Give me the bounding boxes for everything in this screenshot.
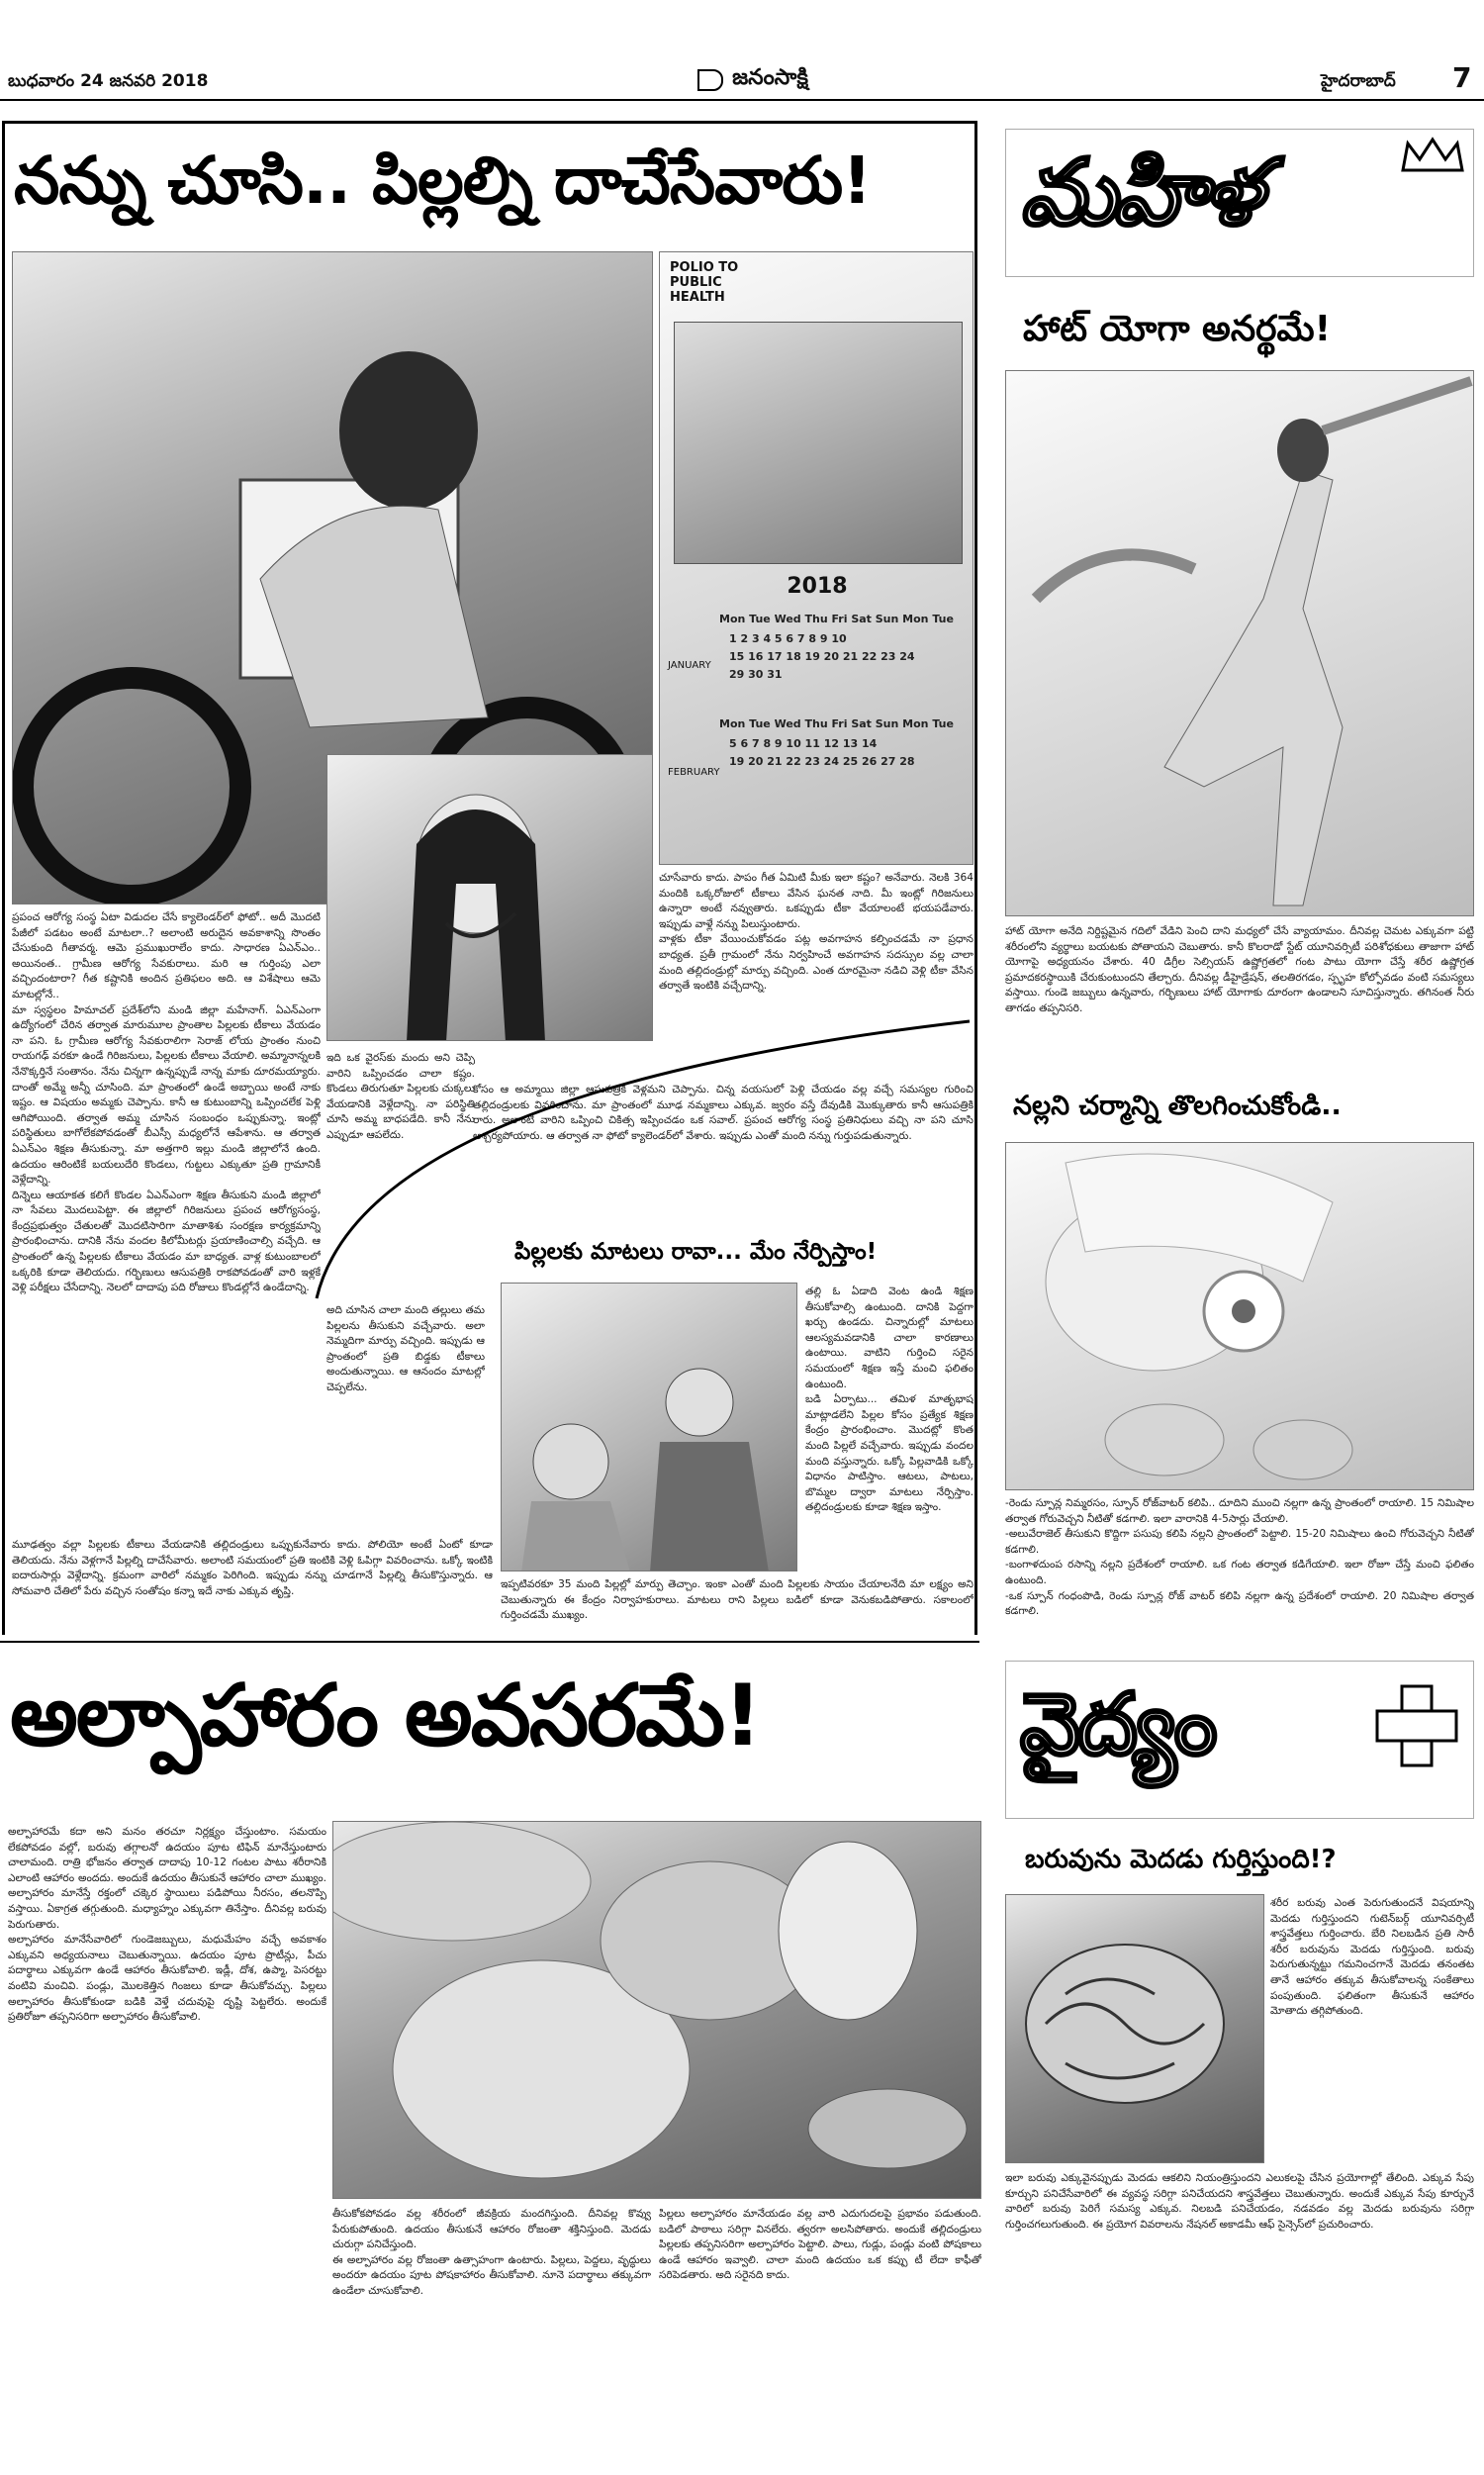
masthead-date: బుధవారం 24 జనవరి 2018 [8, 71, 209, 91]
vaidyam-headline: బరువును మెదడు గుర్తిస్తుంది!? [1025, 1845, 1337, 1874]
page-number: 7 [1452, 61, 1472, 94]
mahila-story2-text: -రెండు స్పూన్ల నిమ్మరసం, స్పూన్ రోజ్‌వాటర్ కలిపి.. దూదిని ముంచి నల్లగా ఉన్న ప్రాంతంలో రాయాలి. 15 నిమిషాల తర్వాత గోరువెచ్చని నీటితో కడగాలి. ఇలా వారానికి 4-5సార్లు చేయాలి. -అలువేరాజెల్ తీసుకుని కొద్దిగా పసుపు కలిపి నల్లని ప్రాంతంలో పెట్టాలి. 15-20 నిమిషాలు ఉంచి గోరువెచ్చని నీటితో కడగాలి. -బంగాళదుంప రసాన్ని నల్లని ప్రదేశంలో రాయాలి. ఒక గంట తర్వాత కడిగేయాలి. ఇలా రోజూ చేస్తే మంచి ఫలితం ఉంటుంది. -ఒక స్పూన్ గంధంపొడి, రెండు స్పూన్ల రోజ్ వాటర్ కలిపి నల్లగా ఉన్న ప్రదేశంలో రాయాలి. 20 నిమిషాల తర్వాత కడగాలి. [1005, 1497, 1474, 1618]
breakfast-col1: అల్పాహారమే కదా అని మనం తరచూ నిర్లక్ష్యం చేస్తుంటాం. సమయం లేకపోవడం వల్లో, బరువు తగ్గాలనో ఉదయం పూట టిఫిన్ మానేస్తుంటారు చాలామంది. రాత్రి భోజనం తర్వాత దాదాపు 10-12 గంటల పాటు శరీరానికి ఎలాంటి ఆహారం అందదు. అందుకే ఉదయం తీసుకునే ఆహారం చాలా ముఖ్యం. అల్పాహారం మానేస్తే రక్తంలో చక్కెర స్థాయిలు పడిపోయి నీరసం, తలనొప్పి వస్తాయి. ఏకాగ్రత తగ్గుతుంది. మధ్యాహ్నం ఎక్కువగా తినేస్తాం. దీనివల్ల బరువు పెరుగుతారు. అల్పాహారం మానేసేవారిలో గుండెజబ్బులు, మధుమేహం వచ్చే అవకాశం ఎక్కువని అధ్యయనాలు చెబుతున్నాయి. ఉదయం పూట ప్రొటీన్లు, పీచు పదార్థాలు ఎక్కువగా ఉండే ఆహారం తీసుకోవాలి. ఇడ్లీ, దోశ, ఉప్మా, పెసరట్టు వంటివి మంచివి. పండ్లు, మొలకెత్తిన గింజలు కూడా తీసుకోవచ్చు. పిల్లలు అల్పాహారం తీసుకోకుండా బడికి వెళ్తే చదువుపై దృష్టి పెట్టలేరు. అందుకే ప్రతిరోజూ తప్పనిసరిగా అల్పాహారం తీసుకోవాలి. [8, 1826, 326, 2024]
vaidyam-logo-box [1005, 1661, 1474, 1819]
lead-body-col2-tail: కోసం ఆ అమ్మాయి జిల్లా ఆసుపత్రికి వెళ్లమని చెప్పాను. చిన్న వయసులో పెళ్లి చేయడం వల్ల వచ్చే సమస్యల గురించి తల్లిదండ్రులకు వివరించాను. మా ప్రాంతంలో మూఢ నమ్మకాలు ఎక్కువ. జ్వరం వస్తే దేవుడికి మొక్కుతారు కానీ ఆసుపత్రికి రారు. అలాంటి వారిని ఒప్పించి చికిత్స ఇప్పించడం ఒక సవాల్. ప్రపంచ ఆరోగ్య సంస్థ ప్రతినిధులు వచ్చి నా పని చూసి ఆశ్చర్యపోయారు. ఆ తర్వాత నా ఫోటో క్యాలెండర్‌లో వేశారు. ఇప్పుడు ఎంతో మంది నన్ను గుర్తుపడుతున్నారు. [473, 1084, 974, 1142]
mahila-logo-box [1005, 129, 1474, 277]
breakfast-headline: అల్పాహారం అవసరమే! [10, 1666, 761, 1765]
svg-text:Mon Tue Wed Thu Fri Sat Sun Mo: Mon Tue Wed Thu Fri Sat Sun Mon Tue [719, 717, 954, 730]
photo-skin-care [1005, 1142, 1474, 1490]
idli-illustration [333, 1822, 981, 2199]
svg-text:Mon Tue Wed Thu Fri Sat Sun Mo: Mon Tue Wed Thu Fri Sat Sun Mon Tue [719, 613, 954, 625]
vaidyam-col2: ఇలా బరువు ఎక్కువైనప్పుడు మెదడు ఆకలిని నియంత్రిస్తుందని ఎలుకలపై చేసిన ప్రయోగాల్లో తేలింది. ఎక్కువ సేపు కూర్చుని పనిచేసేవారిలో ఈ వ్యవస్థ సరిగ్గా పనిచేయదని శాస్త్రవేత్తలు చెబుతున్నారు. అందుకే ఎక్కువ సేపు కూర్చునే వారిలో బరువు పెరిగే సమస్య ఎక్కువ. నిలబడి పనిచేయడం, నడవడం వల్ల మెదడు బరువును సరిగ్గా గుర్తించగలుగుతుంది. ఈ ప్రయోగ వివరాలను నేషనల్ అకాడమీ ఆఫ్ సైన్సెస్‌లో ప్రచురించారు. [1005, 2172, 1474, 2231]
calendar-grid [670, 609, 967, 856]
lead-body-col1: ప్రపంచ ఆరోగ్య సంస్థ ఏటా విడుదల చేసే క్యాలెండర్‌లో ఫోటో.. అదీ మొదటి పేజీలో పడటం అంటే మాటలా..? అలాంటి అరుదైన అవకాశాన్ని సొంతం చేసుకుంది గీతావర్మ. ఆమె ప్రముఖురాలేం కాదు. సాధారణ ఏఎన్‌ఎం.. అయినంత.. గ్రామీణ ఆరోగ్య సేవకురాలు. మరి ఆ గుర్తింపు ఎలా వచ్చిందంటారా? గీత కష్టానికి అందిన ప్రతిఫలం అది. ఆ విశేషాలు ఆమె మాటల్లోనే.. మా స్వస్థలం హిమాచల్ ప్రదేశ్‌లోని మండి జిల్లా మహేనాగ్. ఏఎన్‌ఎంగా ఉద్యోగంలో చేరిన తర్వాత మారుమూల ప్రాంతాల పిల్లలకు టీకాలు వేయడం నా పని. ఓ గ్రామీణ ఆరోగ్య సేవకురాలిగా సెరాజ్ లోయ ప్రాంతం నుంచి రాయగఢ్ వరకూ ఉండే గిరిజనులు, పిల్లలకు టీకాలు వేయాలి. అమ్మానాన్నలకి నేనొక్కర్తినే సంతానం. నేను చిన్నగా ఉన్నప్పుడే నాన్న మాకు దూరమయ్యారు. దాంతో అమ్మే అన్నీ చూసింది. మా ప్రాంతంలో ఉండే అబ్బాయి అంటే నాకు ఇష్టం. ఆ విషయం అమ్మకు చెప్పాను. కానీ ఆ కుటుంబాన్ని ఒప్పించలేక పెళ్లి ఆగిపోయింది. తర్వాత అమ్మ చూసిన సంబంధం ఒప్పుకున్నా. ఇంట్లో పరిస్థితులు బాగోలేకపోవడంతో బీఎస్సీ మధ్యలోనే ఆపేశాను. ఆ తర్వాత ఏఎన్‌ఎం శిక్షణ తీసుకున్నా. మా అత్తగారి ఇల్లు మండి జిల్లాలోనే ఉంది. ఉదయం ఆరింటికే బయలుదేరి కొండలు, గుట్టలు ఎక్కుతూ ప్రతి గ్రామానికీ వెళ్లేదాన్ని. దిన్నెలు ఆయాకత కలిగే కొండల ఏఎన్‌ఎంగా శిక్షణ తీసుకుని మండి జిల్లాలో నా సేవలు మొదలుపెట్టా. ఈ జిల్లాలో గిరిజనులు ప్రపంచ ఆరోగ్యసంస్థ, కేంద్రప్రభుత్వం చేతులతో మొదటిసారిగా మాతాశిశు సంరక్షణ కార్యక్రమాన్ని ప్రారంభించాను. దానికి నేను వందల కిలోమీటర్లు ప్రయాణించాల్సి వచ్చేది. ఆ ప్రాంతంలో ఉన్న పిల్లలకు టీకాలు వేయడం మా బాధ్యత. వాళ్ల కుటుంబాలలో ఒక్కరికి కూడా తెలియదు. గర్భిణులు ఆసుపత్రికి రాకపోవడంతో వారి ఇళ్లకే వెళ్లి పరీక్షలు చేసేదాన్ని. నెలలో దాదాపు పది రోజులు కొండల్లోనే ఉండేదాన్ని. [12, 911, 321, 1294]
vaidyam-logo-text: వైద్యం [1020, 1675, 1215, 1774]
yoga-illustration [1006, 371, 1474, 916]
therapy-illustration [502, 1284, 797, 1571]
photo-yoga [1005, 370, 1474, 916]
svg-text:5 6 7 8 9 10 11 12 13 14: 5 6 7 8 9 10 11 12 13 14 [729, 737, 878, 750]
paper-logo [697, 65, 808, 97]
breakfast-story [0, 1647, 989, 2468]
skincare-illustration [1006, 1143, 1474, 1490]
masthead [0, 0, 1484, 103]
calendar-caption: POLIO TO PUBLIC HEALTH [670, 260, 739, 305]
vaidyam-col1: శరీర బరువు ఎంత పెరుగుతుందనే విషయాన్ని మెదడు గుర్తిస్తుందని గుటెన్‌బర్గ్ యూనివర్సిటీ శాస్త్రవేత్తలు గుర్తించారు. బేరి నిలబడిన ప్రతి సారీ శరీర బరువును మెదడు గుర్తిస్తుంది. బరువు పెరుగుతున్నట్టు గమనించగానే మెదడు తనంతట తానే ఆహారం తక్కువ తీసుకోవాలన్న సంకేతాలు పంపుతుంది. ఫలితంగా తీసుకునే ఆహారం మోతాదు తగ్గిపోతుంది. [1270, 1897, 1474, 2018]
lead-bottom-text: మూఢత్వం వల్లా పిల్లలకు టీకాలు వేయడానికి తల్లిదండ్రులు ఒప్పుకునేవారు కాదు. పోలియో అంటే ఏంటో కూడా తెలియదు. నేను వెళ్లగానే పిల్లల్ని దాచేసేవారు. అలాంటి సమయంలో ప్రతి ఇంటికి వెళ్లి ఓపిగ్గా వివరించాను. ఒక్కో ఇంటికి ఐదారుసార్లు వెళ్లేదాన్ని. క్రమంగా వారిలో నమ్మకం పెరిగింది. ఇప్పుడు నన్ను చూడగానే పిల్లల్ని తీసుకొస్తున్నారు. ఆ సోమవారి చేతిలో పేరు వచ్చిన సంతోషం కన్నా ఇదే నాకు ఎక్కువ తృప్తి. [12, 1539, 493, 1597]
svg-text:1 2 3 4 5 6 7 8 9 10: 1 2 3 4 5 6 7 8 9 10 [729, 632, 847, 645]
portrait-illustration [327, 755, 653, 1041]
svg-text:15 16 17 18 19 20 21 22 23 24: 15 16 17 18 19 20 21 22 23 24 [729, 650, 915, 663]
medical-cross-icon [1372, 1681, 1461, 1770]
paper-logo-icon [697, 69, 723, 91]
masthead-city: హైదరాబాద్ [1321, 71, 1396, 91]
vaidyam-section [999, 1647, 1479, 2468]
sub-story-text: తల్లి ఓ ఏడాది వెంట ఉండి శిక్షణ తీసుకోవాల్సి ఉంటుంది. దానికి పెద్దగా ఖర్చు ఉండదు. చిన్నారుల్లో మాటలు ఆలస్యమవడానికి చాలా కారణాలు ఉంటాయి. వాటిని గుర్తించి సరైన సమయంలో శిక్షణ ఇస్తే మంచి ఫలితం ఉంటుంది. బడి ఏర్పాటు... తమిళ మాతృభాష మాట్లాడలేని పిల్లల కోసం ప్రత్యేక శిక్షణ కేంద్రం ప్రారంభించాం. మొదట్లో కొంత మంది పిల్లలే వచ్చేవారు. ఇప్పుడు వందల మంది వస్తున్నారు. ఒక్కో పిల్లవాడికి ఒక్కో విధానం పాటిస్తాం. ఆటలు, పాటలు, బొమ్మల ద్వారా మాటలు నేర్పిస్తాం. తల్లిదండ్రులకు కూడా శిక్షణ ఇస్తాం. [805, 1285, 974, 1514]
calendar-year: 2018 [787, 574, 848, 599]
lead-body-col2: చూసేవారు కాదు. పాపం గీత ఏమిటి మీకు ఇలా కష్టం? అనేవారు. నెలకి 364 మందికి ఒక్కరోజులో టీకాలు వేసిన ఘనత నాది. మీ ఇంట్లో గిరిజనులు ఉన్నారా అంటే నవ్వుతారు. ఒకప్పుడు టీకా వేయాలంటే భయపడేవారు. ఇప్పుడు వాళ్లే నన్ను పిలుస్తుంటారు. వాళ్లకు టీకా వేయించుకోవడం పట్ల అవగాహన కల్పించడమే నా ప్రధాన బాధ్యత. ప్రతీ గ్రామంలో నేను నిర్వహించే అవగాహన సదస్సుల వల్ల చాలా మంది తల్లిదండ్రుల్లో మార్పు వచ్చింది. ఎంత దూరమైనా నడిచి వెళ్లి టీకా వేసిన తర్వాతే ఇంటికి వచ్చేదాన్ని. [659, 872, 974, 993]
photo-health-worker-portrait [326, 754, 653, 1041]
photo-speech-therapy [501, 1283, 797, 1571]
lead-body-col3: ఇది ఒక వైరస్‌కు మందు అని చెప్పి వారిని ఒప్పించడం చాలా కష్టం. కొండలు తిరుగుతూ పిల్లలకు చుక్కలు వేయడానికి వెళ్లేదాన్ని. నా పరిస్థితి చూసి అమ్మ బాధపడేది. కానీ నేను ఎప్పుడూ ఆపలేదు. [326, 1052, 475, 1141]
paper-name: జనంసాక్షి [732, 65, 808, 90]
mahila-story1-text: హాట్ యోగా అనేది నిర్దిష్టమైన గదిలో వేడిని పెంచి దాని మధ్యలో చేసే వ్యాయామం. దీనివల్ల చెమట ఎక్కువగా పట్టి శరీరంలోని వ్యర్థాలు బయటకు పోతాయని చెబుతారు. కానీ కొలరాడో స్టేట్ యూనివర్సిటీ పరిశోధకులు తాజాగా హాట్ యోగాపై అధ్యయనం చేశారు. 40 డిగ్రీల సెల్సియస్ ఉష్ణోగ్రతలో గంట పాటు యోగా చేస్తే శరీర ఉష్ణోగ్రత ప్రమాదకరస్థాయికి చేరుకుంటుందని తేల్చారు. దీనివల్ల డీహైడ్రేషన్, తలతిరగడం, స్పృహ కోల్పోవడం వంటి సమస్యలు వస్తాయి. గుండె జబ్బులు ఉన్నవారు, గర్భిణులు హాట్ యోగాకు దూరంగా ఉండాలని సూచిస్తున్నారు. తగినంత నీరు తాగడం తప్పనిసరి. [1005, 925, 1474, 1014]
svg-text:19 20 21 22 23 24 25 26 27 28: 19 20 21 22 23 24 25 26 27 28 [729, 755, 915, 768]
calendar-month-feb: FEBRUARY [668, 767, 720, 778]
section-divider [0, 1641, 979, 1643]
lead-story [0, 121, 979, 1635]
mahila-section [999, 121, 1479, 1625]
breakfast-col3: పిల్లలు అల్పాహారం మానేయడం వల్ల వారి ఎదుగుదలపై ప్రభావం పడుతుంది. బడిలో పాఠాలు సరిగ్గా వినలేరు. త్వరగా అలసిపోతారు. అందుకే తల్లిదండ్రులు పిల్లలకు తప్పనిసరిగా అల్పాహారం పెట్టాలి. పాలు, గుడ్లు, పండ్లు వంటి పోషకాలు ఉండే ఆహారం ఇవ్వాలి. చాలా మంది ఉదయం ఒక కప్పు టీ లేదా కాఫీతో సరిపెడతారు. అది సరైనది కాదు. [659, 2208, 981, 2282]
mahila-story2-headline: నల్లని చర్మాన్ని తొలగించుకోండి.. [1013, 1091, 1342, 1121]
photo-idli [332, 1821, 981, 2199]
sub-story-bottom: ఇప్పటివరకూ 35 మంది పిల్లల్లో మార్పు తెచ్చాం. ఇంకా ఎంతో మంది పిల్లలకు సాయం చేయాలనేది మా లక్ష్యం అని చెబుతున్నారు ఈ కేంద్రం నిర్వాహకురాలు. మాటలు రాని పిల్లలు బడిలో కూడా వెనుకబడిపోతారు. సకాలంలో గుర్తించడమే ముఖ్యం. [501, 1578, 974, 1622]
sub-headline: పిల్లలకు మాటలు రావా... మేం నేర్పిస్తాం! [514, 1239, 878, 1265]
lead-body-col4: అది చూసిన చాలా మంది తల్లులు తమ పిల్లలను తీసుకుని వచ్చేవారు. అలా నెమ్మదిగా మార్పు వచ్చింది. ఇప్పుడు ఆ ప్రాంతంలో ప్రతి బిడ్డకు టీకాలు అందుతున్నాయి. ఆ ఆనందం మాటల్లో చెప్పలేను. [326, 1304, 485, 1393]
photo-who-calendar [659, 251, 974, 865]
mahila-story1-headline: హాట్ యోగా అనర్థమే! [1023, 309, 1331, 349]
brain-illustration [1006, 1895, 1264, 2163]
svg-text:29 30 31: 29 30 31 [729, 668, 783, 681]
masthead-rule [0, 99, 1484, 101]
calendar-photo [674, 322, 963, 564]
lead-headline: నన్ను చూసి.. పిల్లల్ని దాచేసేవారు! [14, 143, 872, 219]
breakfast-col2: తీసుకోకపోవడం వల్ల శరీరంలో జీవక్రియ మందగిస్తుంది. దీనివల్ల కొవ్వు పేరుకుపోతుంది. ఉదయం తీసుకునే ఆహారం రోజంతా శక్తినిస్తుంది. మెదడు చురుగ్గా పనిచేస్తుంది. ఈ అల్పాహారం వల్ల రోజంతా ఉత్సాహంగా ఉంటారు. పిల్లలు, పెద్దలు, వృద్ధులు అందరూ ఉదయం పూట పోషకాహారం తీసుకోవాలి. నూనె పదార్థాలు తక్కువగా ఉండేలా చూసుకోవాలి. [332, 2208, 651, 2297]
mahila-logo-text: మహిళ [1020, 140, 1258, 245]
calendar-month-jan: JANUARY [668, 660, 711, 671]
crown-icon [1398, 136, 1467, 175]
photo-brain [1005, 1894, 1264, 2163]
